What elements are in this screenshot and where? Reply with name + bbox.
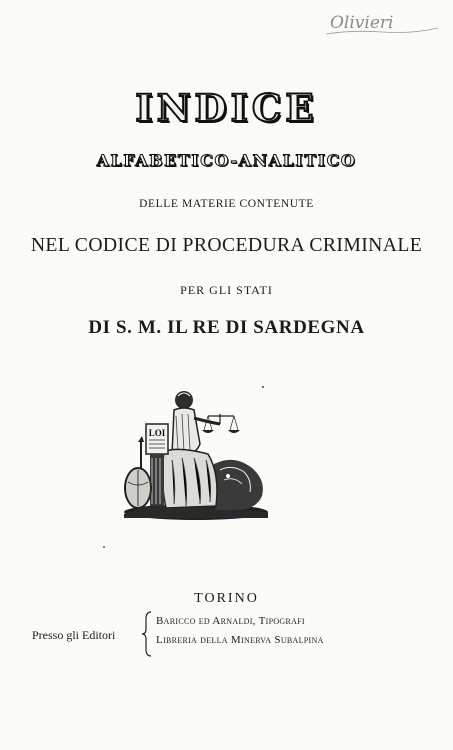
imprint-city: TORINO xyxy=(194,591,259,606)
paper-speck xyxy=(262,386,264,388)
publisher-baricco: Baricco ed Arnaldi, Tipografi xyxy=(156,615,305,627)
lion-figure xyxy=(212,460,262,510)
signature-text: Olivieri xyxy=(330,13,394,33)
law-tablet-icon xyxy=(146,424,168,454)
imprint-presso: Presso gli Editori xyxy=(32,628,116,642)
woman-figure xyxy=(162,391,220,508)
subtitle-codice: NEL CODICE DI PROCEDURA CRIMINALE xyxy=(30,234,423,256)
scales-icon xyxy=(202,414,240,433)
page-title: INDICE xyxy=(135,86,318,130)
tablet-text: LOI xyxy=(148,428,166,438)
subtitle-re-sardegna: DI S. M. IL RE DI SARDEGNA xyxy=(88,317,365,338)
subtitle-alfabetico: ALFABETICO-ANALITICO xyxy=(96,151,357,170)
subtitle-materie: DELLE MATERIE CONTENUTE xyxy=(139,198,314,210)
shield-icon xyxy=(125,468,151,508)
brace-icon xyxy=(141,611,153,657)
paper-speck xyxy=(103,546,105,548)
handwritten-signature xyxy=(322,4,442,44)
justice-allegory-icon xyxy=(116,384,276,524)
publisher-libreria: Libreria della Minerva Subalpina xyxy=(156,634,324,646)
subtitle-stati: PER GLI STATI xyxy=(180,283,273,297)
